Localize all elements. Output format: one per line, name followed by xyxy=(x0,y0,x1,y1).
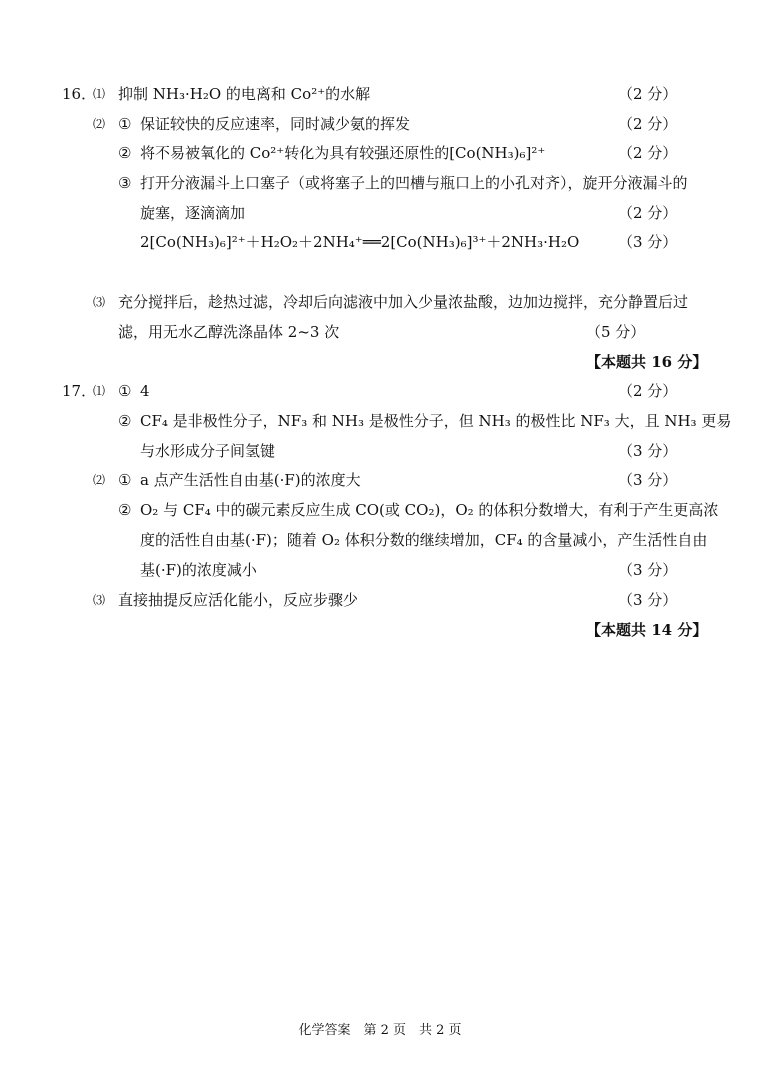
q17-p1b-score: （3 分） xyxy=(618,442,678,460)
q16-p2c-score: （2 分） xyxy=(618,204,678,222)
q17-p1a-score: （2 分） xyxy=(618,382,678,400)
q16-p2a-text: 保证较快的反应速率，同时减少氨的挥发 xyxy=(140,115,411,133)
q17-p3-score: （3 分） xyxy=(618,591,678,609)
q16-p2b-text: 将不易被氧化的 Co²⁺转化为具有较强还原性的[Co(NH₃)₆]²⁺ xyxy=(140,144,546,162)
q16-number: 16． xyxy=(62,85,97,103)
q17-p2b-label: ② xyxy=(118,501,132,519)
q17-p1a-text: 4 xyxy=(140,382,150,400)
q17-p2-label: ⑵ xyxy=(93,473,106,487)
q16-p2b-label: ② xyxy=(118,144,132,162)
q17-p1b-line2: 与水形成分子间氢键 xyxy=(140,442,276,460)
q17-p1b-label: ② xyxy=(118,412,132,430)
q16-p3-line1: 充分搅拌后，趁热过滤，冷却后向滤液中加入少量浓盐酸，边加边搅拌，充分静置后过 xyxy=(118,293,689,311)
q17-number: 17． xyxy=(62,382,97,400)
q17-p2a-text: a 点产生活性自由基(·F)的浓度大 xyxy=(140,471,361,489)
q17-p2b-line1: O₂ 与 CF₄ 中的碳元素反应生成 CO(或 CO₂)，O₂ 的体积分数增大，有利于产生更高浓 xyxy=(140,501,719,519)
q17-p3-text: 直接抽提反应活化能小，反应步骤少 xyxy=(118,591,359,609)
q17-p2b-line2: 度的活性自由基(·F)；随着 O₂ 体积分数的继续增加，CF₄ 的含量减小，产生活性自由 xyxy=(140,531,708,549)
q17-p1-label: ⑴ xyxy=(93,384,106,398)
q17-p2b-line3: 基(·F)的浓度减小 xyxy=(140,561,257,579)
q16-equation: 2[Co(NH₃)₆]²⁺＋H₂O₂＋2NH₄⁺══2[Co(NH₃)₆]³⁺＋2NH₃·H₂O xyxy=(140,233,580,251)
q16-equation-score: （3 分） xyxy=(618,233,678,251)
page-footer: 化学答案 第 2 页 共 2 页 xyxy=(298,1023,462,1038)
q17-p1a-label: ① xyxy=(118,382,132,400)
q16-total: 【本题共 16 分】 xyxy=(586,353,708,371)
q17-total: 【本题共 14 分】 xyxy=(586,621,708,639)
q16-p2b-score: （2 分） xyxy=(618,144,678,162)
q17-p2a-score: （3 分） xyxy=(618,471,678,489)
q16-p1-score: （2 分） xyxy=(618,85,678,103)
q16-p2c-line2: 旋塞，逐滴滴加 xyxy=(140,204,246,222)
q16-p2c-line1: 打开分液漏斗上口塞子（或将塞子上的凹槽与瓶口上的小孔对齐），旋开分液漏斗的 xyxy=(140,174,688,192)
q16-p1-text: 抑制 NH₃·H₂O 的电离和 Co²⁺的水解 xyxy=(118,85,371,103)
q16-p1-label: ⑴ xyxy=(93,87,106,101)
q17-p2a-label: ① xyxy=(118,471,132,489)
q16-p3-score: （5 分） xyxy=(586,323,646,341)
q17-p1b-line1: CF₄ 是非极性分子，NF₃ 和 NH₃ 是极性分子，但 NH₃ 的极性比 NF₃ 大，且 NH₃ 更易 xyxy=(140,412,732,430)
q16-p3-label: ⑶ xyxy=(93,295,106,309)
q16-p2a-score: （2 分） xyxy=(618,115,678,133)
q16-p2a-label: ① xyxy=(118,115,132,133)
q17-p3-label: ⑶ xyxy=(93,593,106,607)
q16-p3-line2: 滤，用无水乙醇洗涤晶体 2~3 次 xyxy=(118,323,340,341)
q17-p2b-score: （3 分） xyxy=(618,561,678,579)
q16-p2-label: ⑵ xyxy=(93,117,106,131)
q16-p2c-label: ③ xyxy=(118,174,132,192)
